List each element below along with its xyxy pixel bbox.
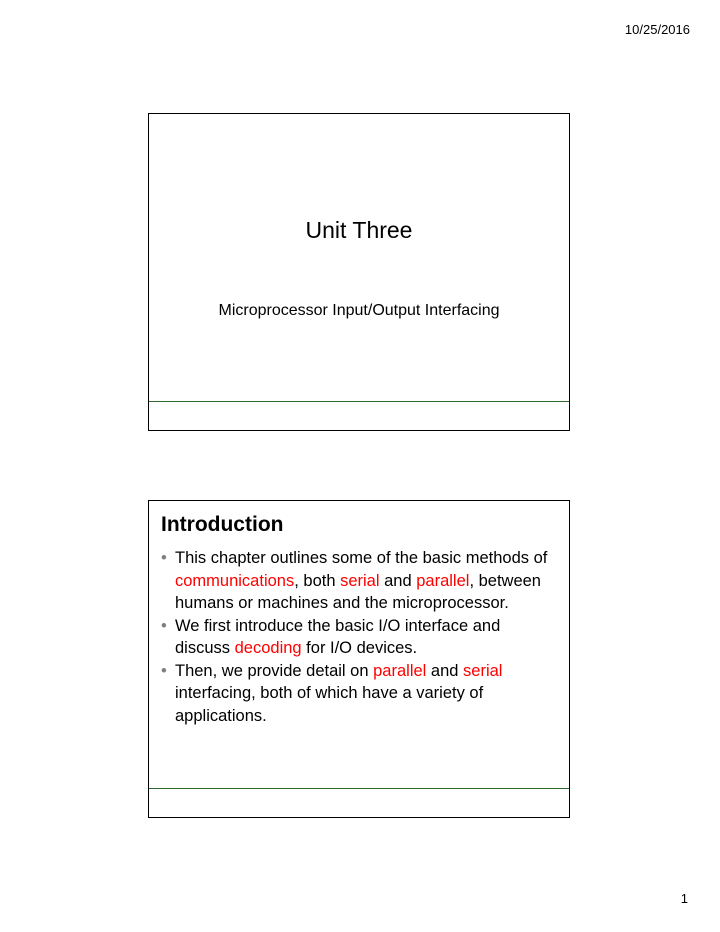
highlight-term: serial [340,571,380,590]
bullet-text: , both [294,571,341,590]
page-date: 10/25/2016 [624,22,690,37]
bullet-text: Then, we provide detail on [175,661,374,680]
highlight-term: serial [463,661,503,680]
highlight-term: decoding [234,639,302,657]
slide-subtitle: Microprocessor Input/Output Interfacing [218,302,500,319]
bullet-text: and [426,661,464,680]
page-number: 1 [680,891,688,906]
notes-divider [149,788,569,789]
bullet-item [161,615,555,660]
slide-title-unit-three [148,113,570,431]
bullet-text: We first introduce the basic I/O interface and discuss [175,616,501,657]
slide-introduction [148,500,570,818]
bullet-item [161,547,555,615]
bullet-text: This chapter outlines some of the basic methods of [175,549,548,567]
highlight-term: parallel [416,571,470,590]
bullet-text: for I/O devices. [301,639,418,657]
bullet-list [161,547,555,727]
notes-divider [149,401,569,402]
bullet-icon: • [161,616,167,635]
bullet-icon: • [161,549,167,567]
highlight-term: parallel [373,661,427,680]
bullet-text: , between humans or machines and the microprocessor. [175,571,541,612]
slide-title: Unit Three [305,217,413,243]
bullet-item [161,660,555,728]
bullet-text: and [379,571,417,590]
bullet-icon: • [161,661,167,680]
highlight-term: communications [175,571,295,590]
bullet-text: interfacing, both of which have a variety of applications. [175,684,484,725]
slide-heading: Introduction [161,513,284,536]
